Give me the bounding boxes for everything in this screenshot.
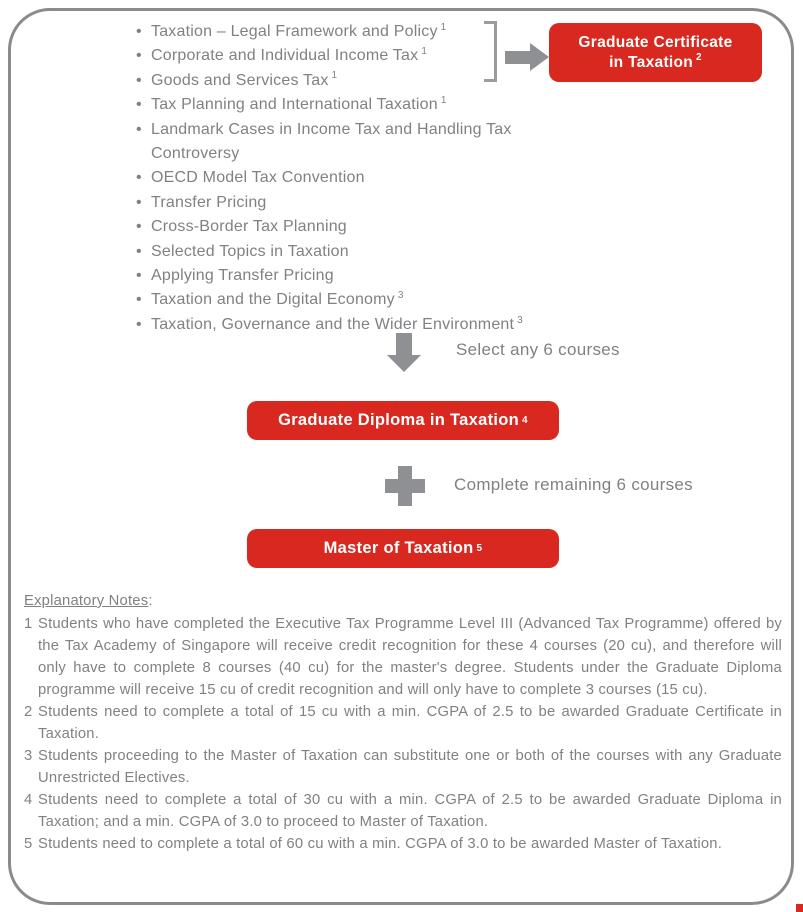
course-label: Corporate and Individual Income Tax <box>151 47 419 65</box>
plus-icon <box>385 466 425 506</box>
footnote-marker: 1 <box>421 46 428 58</box>
footnote-marker: 1 <box>331 70 338 82</box>
course-label: Taxation, Governance and the Wider Environment <box>151 315 515 333</box>
note-item <box>24 613 782 701</box>
arrow-head <box>530 43 549 71</box>
arrow-shaft <box>505 51 530 64</box>
graduate-diploma-badge: Graduate Diploma in Taxation 4 <box>247 401 559 440</box>
note-text: Students need to complete a total of 15 cu with a min. CGPA of 2.5 to be awarded Graduate Certificate in Taxation. <box>38 704 782 742</box>
course-label: Taxation – Legal Framework and Policy <box>151 23 438 40</box>
footnote-marker: 3 <box>397 290 404 302</box>
note-number: 1 <box>24 616 33 632</box>
course-label: Landmark Cases in Income Tax and Handling Tax Controversy <box>151 120 512 163</box>
course-label: Taxation and the Digital Economy <box>151 291 395 309</box>
course-item <box>136 215 556 239</box>
arrow-right-icon <box>505 43 549 72</box>
explanatory-notes <box>24 590 782 855</box>
note-item <box>24 745 782 789</box>
notes-heading: Explanatory Notes: <box>24 593 153 609</box>
note-item <box>24 789 782 833</box>
select-courses-label: Select any 6 courses <box>456 340 620 359</box>
arrow-shaft <box>396 333 412 355</box>
course-item <box>136 264 556 288</box>
course-label: Cross-Border Tax Planning <box>151 218 347 236</box>
graduate-certificate-badge <box>549 23 762 82</box>
course-item <box>136 191 556 215</box>
course-item <box>136 118 556 167</box>
course-item <box>136 288 556 312</box>
course-item <box>136 166 556 190</box>
arrow-down-icon <box>387 333 421 372</box>
footnote-marker: 3 <box>517 314 523 326</box>
course-label: Tax Planning and International Taxation <box>151 96 438 114</box>
course-label: Goods and Services Tax <box>151 71 329 89</box>
course-item <box>136 313 556 337</box>
red-corner-fragment <box>796 904 803 912</box>
group-bracket <box>484 21 497 82</box>
note-text: Students who have completed the Executive Tax Programme Level III (Advanced Tax Programme) offered by the Tax Academy of Singapore will receive credit recognition for these 4 courses (20 cu), and therefore will only have to complete 8 courses (40 cu) for the master's degree. Students under the Graduate Diploma programme will receive 15 cu of credit recognition and will only have to complete 3 courses (15 cu). <box>38 616 782 698</box>
course-label: Selected Topics in Taxation <box>151 242 349 260</box>
arrow-head <box>387 355 421 372</box>
note-number: 4 <box>24 792 33 808</box>
footnote-marker: 1 <box>440 21 447 33</box>
course-item <box>136 93 556 117</box>
note-item <box>24 833 782 855</box>
complete-courses-label: Complete remaining 6 courses <box>454 475 693 494</box>
note-item <box>24 701 782 745</box>
master-of-taxation-badge: Master of Taxation 5 <box>247 529 559 568</box>
note-number: 2 <box>24 704 33 720</box>
note-number: 3 <box>24 748 33 764</box>
note-text: Students proceeding to the Master of Taxation can substitute one or both of the courses with any Graduate Unrestricted Electives. <box>38 748 782 786</box>
course-label: Applying Transfer Pricing <box>151 267 334 285</box>
note-text: Students need to complete a total of 30 cu with a min. CGPA of 2.5 to be awarded Graduate Diploma in Taxation; and a min. CGPA of 3.0 to proceed to Master of Taxation. <box>38 792 782 830</box>
footnote-marker: 1 <box>440 94 447 106</box>
badge-line1: Graduate Certificate <box>578 33 733 51</box>
footnote-marker: 2 <box>696 52 702 64</box>
note-text: Students need to complete a total of 60 cu with a min. CGPA of 3.0 to be awarded Master of Taxation. <box>38 836 723 852</box>
course-item <box>136 240 556 264</box>
note-number: 5 <box>24 836 33 852</box>
badge-line2: in Taxation $^2$ <box>609 52 702 71</box>
course-label: Transfer Pricing <box>151 193 267 211</box>
course-label: OECD Model Tax Convention <box>151 169 365 187</box>
